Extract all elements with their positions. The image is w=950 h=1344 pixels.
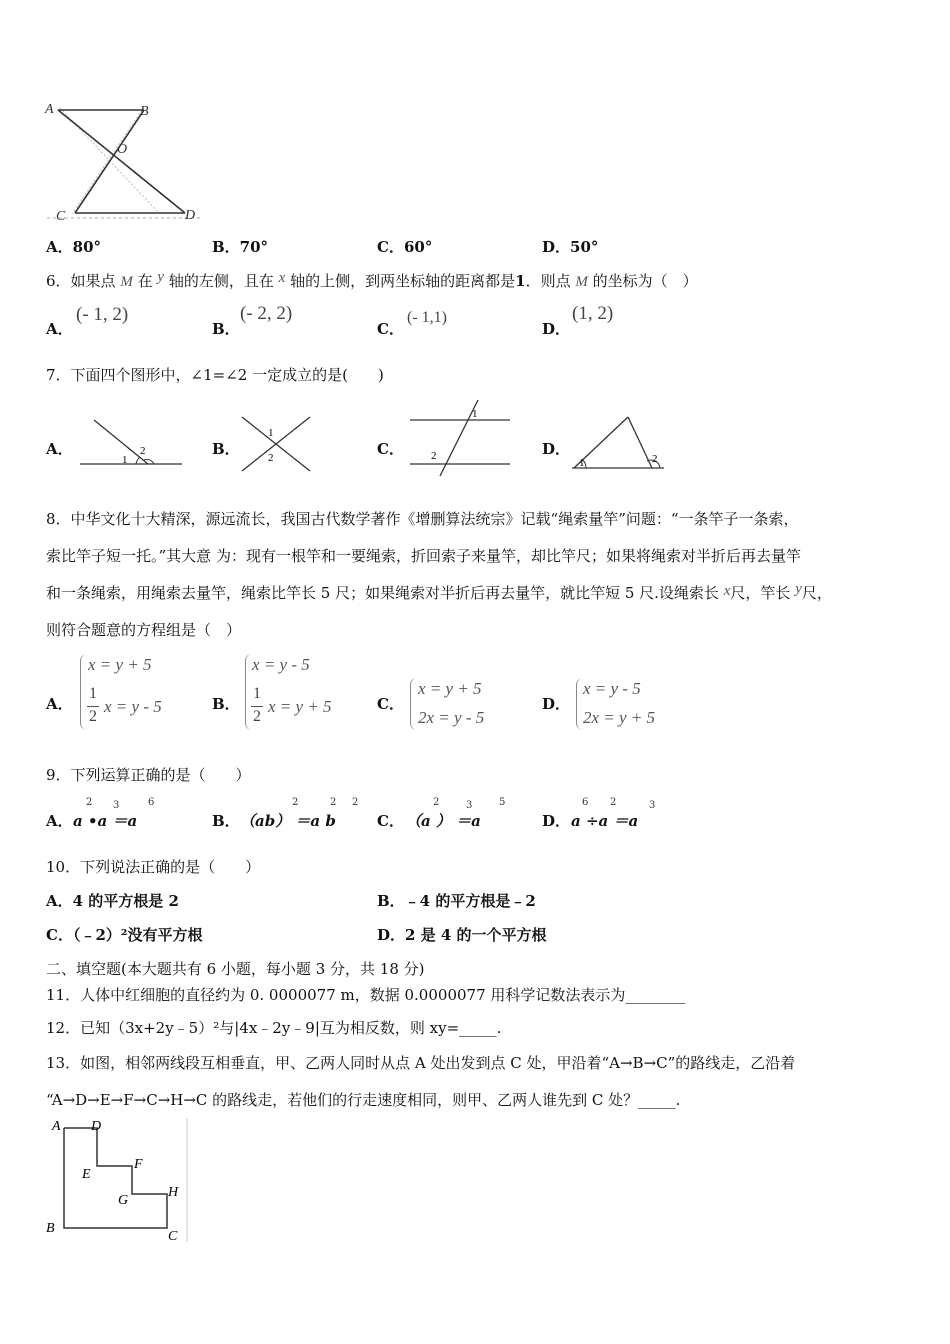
- superscript: 3: [466, 800, 473, 811]
- q10-option-b[interactable]: B．﹣4 的平方根是﹣2: [377, 892, 536, 910]
- q10-stem: 10．下列说法正确的是（ ）: [46, 858, 261, 876]
- q8-line-2: 索比竿子短一托。”其大意 为：现有一根竿和一要绳索，折回索子来量竿，却比竿尺；如果将绳索对半折后再去量竿: [46, 547, 801, 565]
- figure-q13: [42, 1116, 192, 1246]
- q6-stem: [46, 270, 698, 291]
- q7-option-a-label[interactable]: A．: [46, 440, 73, 458]
- superscript: 5: [499, 797, 506, 808]
- q8-a-frac-den: 2: [89, 708, 97, 725]
- q8-line-4: 则符合题意的方程组是（ ）: [46, 621, 242, 639]
- q5-option-a[interactable]: A．80°: [46, 238, 102, 256]
- superscript: 6: [148, 797, 155, 808]
- q9-option-b-label[interactable]: B．: [212, 812, 240, 830]
- angle-label-2: 2: [431, 450, 437, 462]
- q8-option-d-label[interactable]: D．: [542, 695, 571, 713]
- angle-label-1: 1: [472, 408, 478, 420]
- label-E: E: [82, 1167, 91, 1182]
- fraction-bar: [251, 706, 263, 707]
- angle-label-1: 1: [122, 454, 128, 466]
- q9-option-b-body: （ab） ＝a b: [240, 812, 336, 830]
- q8-b-frac-den: 2: [253, 708, 261, 725]
- q8-option-a-label[interactable]: A．: [46, 695, 73, 713]
- brace: [80, 654, 87, 730]
- q10-option-c[interactable]: C．（﹣2）²没有平方根: [46, 926, 203, 944]
- q5-option-c[interactable]: C．60°: [377, 238, 433, 256]
- q7-figure-b: [238, 413, 314, 475]
- q8-a-frac-num: 1: [89, 685, 97, 702]
- q8-a-eq2: x = y - 5: [104, 697, 162, 716]
- superscript: 6: [582, 797, 589, 808]
- q9-option-a-body: a •a ＝a: [73, 812, 138, 830]
- q13-line-1: 13．如图，相邻两线段互相垂直，甲、乙两人同时从点 A 处出发到点 C 处，甲沿着“A→B→C”的路线走，乙沿着: [46, 1054, 796, 1072]
- q10-option-a[interactable]: A．4 的平方根是 2: [46, 892, 179, 910]
- q5-option-b[interactable]: B．70°: [212, 238, 269, 256]
- q9-stem: 9．下列运算正确的是（ ）: [46, 766, 251, 784]
- label-C: C: [168, 1229, 178, 1244]
- q10-option-d[interactable]: D．2 是 4 的一个平方根: [377, 926, 547, 944]
- q7-option-b-label[interactable]: B．: [212, 440, 240, 458]
- q6-option-b-value: (- 2, 2): [240, 303, 293, 324]
- q7-figure-a: [76, 416, 186, 468]
- q8-var-y: y: [795, 581, 802, 597]
- q8-text: 和一条绳索，用绳索去量竿，绳索比竿长 5 尺；如果绳索对半折后再去量竿，就比竿短 5 尺.设绳索长: [46, 584, 719, 602]
- q12-stem: 12．已知（3x+2y﹣5）²与|4x﹣2y﹣9|互为相反数，则 xy=_____.: [46, 1019, 502, 1037]
- q6-text: 的坐标为（ ）: [592, 272, 698, 290]
- section-heading: 二、填空题(本大题共有 6 小题，每小题 3 分，共 18 分): [46, 960, 425, 978]
- q6-option-d-value: (1, 2): [572, 303, 614, 324]
- q8-text: 尺，: [801, 584, 832, 602]
- q6-var-m: M: [575, 274, 588, 290]
- q8-b-eq1: x = y - 5: [252, 655, 310, 674]
- label-H: H: [168, 1185, 179, 1200]
- q6-var-m: M: [120, 274, 133, 290]
- superscript: 3: [113, 800, 120, 811]
- q6-text: 6．如果点: [46, 272, 116, 290]
- angle-label-2: 2: [140, 445, 146, 457]
- q8-line-3: [46, 582, 832, 603]
- q8-d-eq2: 2x = y + 5: [583, 708, 656, 727]
- superscript: 2: [86, 797, 93, 808]
- q6-option-b-label[interactable]: B．: [212, 320, 240, 338]
- q8-a-eq1: x = y + 5: [88, 655, 152, 674]
- superscript: 2: [330, 797, 337, 808]
- q13-line-2: “A→D→E→F→C→H→C 的路线走，若他们的行走速度相同，则甲、乙两人谁先到 C 处？_____.: [46, 1091, 681, 1109]
- q8-option-c-label[interactable]: C．: [377, 695, 404, 713]
- superscript: 2: [352, 797, 359, 808]
- label-A: A: [45, 102, 54, 117]
- label-A: A: [52, 1119, 61, 1134]
- q7-figure-c: [406, 398, 516, 478]
- figure-q5: [42, 98, 212, 226]
- q9-option-a-label[interactable]: A．: [46, 812, 73, 830]
- q6-text: 轴的左侧，且在: [168, 272, 274, 290]
- q8-option-b-label[interactable]: B．: [212, 695, 240, 713]
- q6-text: 在: [137, 272, 153, 290]
- q7-option-d-label[interactable]: D．: [542, 440, 571, 458]
- q6-var-x: x: [278, 270, 286, 286]
- brace: [576, 678, 583, 730]
- label-F: F: [134, 1157, 143, 1172]
- q9-option-c-body: （a ） ＝a: [406, 812, 481, 830]
- q6-text: 轴的上侧，到两坐标轴的距离都是: [290, 272, 516, 290]
- superscript: 2: [610, 797, 617, 808]
- q8-b-frac-num: 1: [253, 685, 261, 702]
- fraction-bar: [87, 706, 99, 707]
- brace: [410, 678, 417, 730]
- angle-label-1: 1: [579, 457, 585, 469]
- q6-var-y: y: [157, 269, 165, 285]
- superscript: 2: [292, 797, 299, 808]
- label-C: C: [56, 209, 66, 224]
- q8-c-eq2: 2x = y - 5: [418, 708, 485, 727]
- q7-figure-d: [570, 413, 666, 473]
- q9-option-c-label[interactable]: C．: [377, 812, 404, 830]
- angle-label-2: 2: [652, 453, 658, 465]
- label-D: D: [91, 1119, 102, 1134]
- q9-option-d-label[interactable]: D．: [542, 812, 571, 830]
- q6-option-a-value: (- 1, 2): [76, 304, 129, 325]
- angle-label-1: 1: [268, 427, 274, 439]
- q6-one: 1: [515, 272, 526, 290]
- q8-text: 尺，竿长: [730, 584, 791, 602]
- q6-option-c-value: (- 1,1): [407, 309, 447, 326]
- q8-line-1: 8．中华文化十大精深，源远流长，我国古代数学著作《增删算法统宗》记载“绳索量竿”问题：“一条竿子一条索，: [46, 510, 799, 528]
- q11-stem: 11．人体中红细胞的直径约为 0. 0000077 m，数据 0.0000077 用科学记数法表示为________: [46, 986, 686, 1004]
- q6-option-d-label[interactable]: D．: [542, 320, 571, 338]
- q5-option-d[interactable]: D．50°: [542, 238, 599, 256]
- q6-option-c-label[interactable]: C．: [377, 320, 404, 338]
- q8-c-eq1: x = y + 5: [418, 679, 482, 698]
- q8-var-x: x: [723, 583, 731, 599]
- q9-option-d-body: a ÷a ＝a: [571, 812, 639, 830]
- superscript: 2: [433, 797, 440, 808]
- q7-stem: 7．下面四个图形中，∠1=∠2 一定成立的是( ): [46, 366, 384, 384]
- label-B: B: [140, 104, 149, 119]
- label-O: O: [117, 142, 128, 157]
- q6-option-a-label[interactable]: A．: [46, 320, 73, 338]
- q8-b-eq2: x = y + 5: [268, 697, 332, 716]
- q7-option-c-label[interactable]: C．: [377, 440, 404, 458]
- label-B: B: [46, 1221, 55, 1236]
- q8-d-eq1: x = y - 5: [583, 679, 641, 698]
- superscript: 3: [649, 800, 656, 811]
- label-G: G: [118, 1193, 129, 1208]
- angle-label-2: 2: [268, 452, 274, 464]
- q6-text: ．则点: [525, 272, 571, 290]
- brace: [245, 654, 252, 730]
- label-D: D: [185, 208, 196, 223]
